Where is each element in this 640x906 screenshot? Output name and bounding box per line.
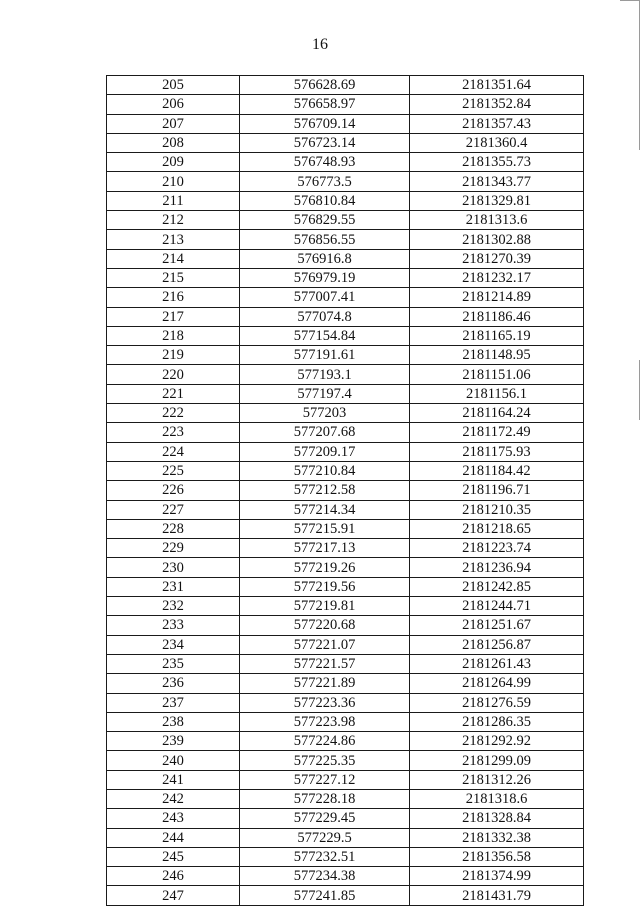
- y-coordinate-cell: 2181242.85: [410, 577, 584, 596]
- x-coordinate-cell: 577210.84: [240, 461, 410, 480]
- y-coordinate-cell: 2181360.4: [410, 133, 584, 152]
- y-coordinate-cell: 2181232.17: [410, 268, 584, 287]
- table-row: [107, 172, 584, 191]
- point-number-cell: 238: [107, 712, 240, 731]
- y-coordinate-cell: 2181218.65: [410, 519, 584, 538]
- x-coordinate-cell: 577225.35: [240, 751, 410, 770]
- table-row: [107, 597, 584, 616]
- table-row: [107, 616, 584, 635]
- table-row: [107, 76, 584, 95]
- table-row: [107, 789, 584, 808]
- point-number-cell: 213: [107, 230, 240, 249]
- table-row: [107, 712, 584, 731]
- y-coordinate-cell: 2181313.6: [410, 211, 584, 230]
- table-row: [107, 500, 584, 519]
- point-number-cell: 229: [107, 539, 240, 558]
- x-coordinate-cell: 577203: [240, 404, 410, 423]
- table-row: [107, 404, 584, 423]
- table-row: [107, 288, 584, 307]
- table-row: [107, 693, 584, 712]
- x-coordinate-cell: 576856.55: [240, 230, 410, 249]
- y-coordinate-cell: 2181431.79: [410, 886, 584, 905]
- point-number-cell: 217: [107, 307, 240, 326]
- table-row: [107, 519, 584, 538]
- point-number-cell: 247: [107, 886, 240, 905]
- point-number-cell: 207: [107, 114, 240, 133]
- point-number-cell: 209: [107, 153, 240, 172]
- y-coordinate-cell: 2181151.06: [410, 365, 584, 384]
- x-coordinate-cell: 577221.07: [240, 635, 410, 654]
- table-row: [107, 867, 584, 886]
- y-coordinate-cell: 2181236.94: [410, 558, 584, 577]
- table-row: [107, 481, 584, 500]
- x-coordinate-cell: 577193.1: [240, 365, 410, 384]
- y-coordinate-cell: 2181256.87: [410, 635, 584, 654]
- x-coordinate-cell: 577227.12: [240, 770, 410, 789]
- x-coordinate-cell: 577224.86: [240, 732, 410, 751]
- scan-edge-top: [620, 0, 640, 1]
- table-row: [107, 461, 584, 480]
- y-coordinate-cell: 2181270.39: [410, 249, 584, 268]
- table-row: [107, 95, 584, 114]
- y-coordinate-cell: 2181244.71: [410, 597, 584, 616]
- y-coordinate-cell: 2181196.71: [410, 481, 584, 500]
- table-row: [107, 346, 584, 365]
- x-coordinate-cell: 577223.36: [240, 693, 410, 712]
- point-number-cell: 224: [107, 442, 240, 461]
- x-coordinate-cell: 577241.85: [240, 886, 410, 905]
- y-coordinate-cell: 2181165.19: [410, 326, 584, 345]
- point-number-cell: 219: [107, 346, 240, 365]
- y-coordinate-cell: 2181210.35: [410, 500, 584, 519]
- y-coordinate-cell: 2181172.49: [410, 423, 584, 442]
- y-coordinate-cell: 2181164.24: [410, 404, 584, 423]
- point-number-cell: 214: [107, 249, 240, 268]
- table-row: [107, 307, 584, 326]
- point-number-cell: 220: [107, 365, 240, 384]
- table-row: [107, 423, 584, 442]
- x-coordinate-cell: 577215.91: [240, 519, 410, 538]
- y-coordinate-cell: 2181214.89: [410, 288, 584, 307]
- table-row: [107, 828, 584, 847]
- y-coordinate-cell: 2181328.84: [410, 809, 584, 828]
- table-row: [107, 770, 584, 789]
- x-coordinate-cell: 577197.4: [240, 384, 410, 403]
- table-row: [107, 635, 584, 654]
- y-coordinate-cell: 2181276.59: [410, 693, 584, 712]
- y-coordinate-cell: 2181318.6: [410, 789, 584, 808]
- y-coordinate-cell: 2181175.93: [410, 442, 584, 461]
- x-coordinate-cell: 577207.68: [240, 423, 410, 442]
- y-coordinate-cell: 2181299.09: [410, 751, 584, 770]
- table-row: [107, 577, 584, 596]
- point-number-cell: 211: [107, 191, 240, 210]
- x-coordinate-cell: 577007.41: [240, 288, 410, 307]
- x-coordinate-cell: 577212.58: [240, 481, 410, 500]
- y-coordinate-cell: 2181223.74: [410, 539, 584, 558]
- point-number-cell: 225: [107, 461, 240, 480]
- y-coordinate-cell: 2181329.81: [410, 191, 584, 210]
- point-number-cell: 245: [107, 847, 240, 866]
- point-number-cell: 218: [107, 326, 240, 345]
- y-coordinate-cell: 2181156.1: [410, 384, 584, 403]
- y-coordinate-cell: 2181312.26: [410, 770, 584, 789]
- table-row: [107, 654, 584, 673]
- table-row: [107, 886, 584, 905]
- point-number-cell: 221: [107, 384, 240, 403]
- x-coordinate-cell: 577219.81: [240, 597, 410, 616]
- y-coordinate-cell: 2181355.73: [410, 153, 584, 172]
- y-coordinate-cell: 2181374.99: [410, 867, 584, 886]
- page-number: 16: [312, 36, 328, 53]
- table-row: [107, 133, 584, 152]
- point-number-cell: 206: [107, 95, 240, 114]
- table-row: [107, 732, 584, 751]
- table-row: [107, 847, 584, 866]
- x-coordinate-cell: 577229.45: [240, 809, 410, 828]
- x-coordinate-cell: 577221.57: [240, 654, 410, 673]
- point-number-cell: 241: [107, 770, 240, 789]
- table-row: [107, 249, 584, 268]
- x-coordinate-cell: 576829.55: [240, 211, 410, 230]
- point-number-cell: 244: [107, 828, 240, 847]
- x-coordinate-cell: 577220.68: [240, 616, 410, 635]
- point-number-cell: 233: [107, 616, 240, 635]
- point-number-cell: 227: [107, 500, 240, 519]
- x-coordinate-cell: 576628.69: [240, 76, 410, 95]
- table-row: [107, 442, 584, 461]
- point-number-cell: 243: [107, 809, 240, 828]
- point-number-cell: 210: [107, 172, 240, 191]
- y-coordinate-cell: 2181343.77: [410, 172, 584, 191]
- y-coordinate-cell: 2181264.99: [410, 674, 584, 693]
- x-coordinate-cell: 577214.34: [240, 500, 410, 519]
- table-row: [107, 809, 584, 828]
- point-number-cell: 246: [107, 867, 240, 886]
- y-coordinate-cell: 2181292.92: [410, 732, 584, 751]
- x-coordinate-cell: 577221.89: [240, 674, 410, 693]
- x-coordinate-cell: 577219.26: [240, 558, 410, 577]
- y-coordinate-cell: 2181356.58: [410, 847, 584, 866]
- table-row: [107, 558, 584, 577]
- x-coordinate-cell: 577234.38: [240, 867, 410, 886]
- table-row: [107, 365, 584, 384]
- table-row: [107, 539, 584, 558]
- point-number-cell: 215: [107, 268, 240, 287]
- coordinates-table-body: [107, 76, 584, 906]
- table-row: [107, 674, 584, 693]
- point-number-cell: 235: [107, 654, 240, 673]
- x-coordinate-cell: 576916.8: [240, 249, 410, 268]
- point-number-cell: 237: [107, 693, 240, 712]
- point-number-cell: 226: [107, 481, 240, 500]
- table-row: [107, 384, 584, 403]
- x-coordinate-cell: 576773.5: [240, 172, 410, 191]
- table-row: [107, 153, 584, 172]
- point-number-cell: 216: [107, 288, 240, 307]
- y-coordinate-cell: 2181148.95: [410, 346, 584, 365]
- x-coordinate-cell: 577232.51: [240, 847, 410, 866]
- point-number-cell: 240: [107, 751, 240, 770]
- table-row: [107, 751, 584, 770]
- point-number-cell: 230: [107, 558, 240, 577]
- point-number-cell: 242: [107, 789, 240, 808]
- table-row: [107, 268, 584, 287]
- table-row: [107, 211, 584, 230]
- point-number-cell: 223: [107, 423, 240, 442]
- x-coordinate-cell: 577223.98: [240, 712, 410, 731]
- x-coordinate-cell: 576979.19: [240, 268, 410, 287]
- y-coordinate-cell: 2181251.67: [410, 616, 584, 635]
- point-number-cell: 239: [107, 732, 240, 751]
- y-coordinate-cell: 2181357.43: [410, 114, 584, 133]
- x-coordinate-cell: 577229.5: [240, 828, 410, 847]
- y-coordinate-cell: 2181332.38: [410, 828, 584, 847]
- point-number-cell: 228: [107, 519, 240, 538]
- y-coordinate-cell: 2181186.46: [410, 307, 584, 326]
- x-coordinate-cell: 577154.84: [240, 326, 410, 345]
- x-coordinate-cell: 576748.93: [240, 153, 410, 172]
- x-coordinate-cell: 577191.61: [240, 346, 410, 365]
- table-row: [107, 230, 584, 249]
- y-coordinate-cell: 2181286.35: [410, 712, 584, 731]
- point-number-cell: 232: [107, 597, 240, 616]
- x-coordinate-cell: 576658.97: [240, 95, 410, 114]
- table-row: [107, 114, 584, 133]
- x-coordinate-cell: 577217.13: [240, 539, 410, 558]
- y-coordinate-cell: 2181351.64: [410, 76, 584, 95]
- x-coordinate-cell: 577074.8: [240, 307, 410, 326]
- x-coordinate-cell: 577209.17: [240, 442, 410, 461]
- x-coordinate-cell: 577219.56: [240, 577, 410, 596]
- point-number-cell: 205: [107, 76, 240, 95]
- y-coordinate-cell: 2181261.43: [410, 654, 584, 673]
- x-coordinate-cell: 577228.18: [240, 789, 410, 808]
- point-number-cell: 231: [107, 577, 240, 596]
- x-coordinate-cell: 576709.14: [240, 114, 410, 133]
- table-row: [107, 191, 584, 210]
- x-coordinate-cell: 576810.84: [240, 191, 410, 210]
- y-coordinate-cell: 2181352.84: [410, 95, 584, 114]
- table-row: [107, 326, 584, 345]
- point-number-cell: 222: [107, 404, 240, 423]
- x-coordinate-cell: 576723.14: [240, 133, 410, 152]
- coordinates-table: [106, 75, 584, 906]
- point-number-cell: 234: [107, 635, 240, 654]
- y-coordinate-cell: 2181302.88: [410, 230, 584, 249]
- y-coordinate-cell: 2181184.42: [410, 461, 584, 480]
- point-number-cell: 236: [107, 674, 240, 693]
- point-number-cell: 208: [107, 133, 240, 152]
- point-number-cell: 212: [107, 211, 240, 230]
